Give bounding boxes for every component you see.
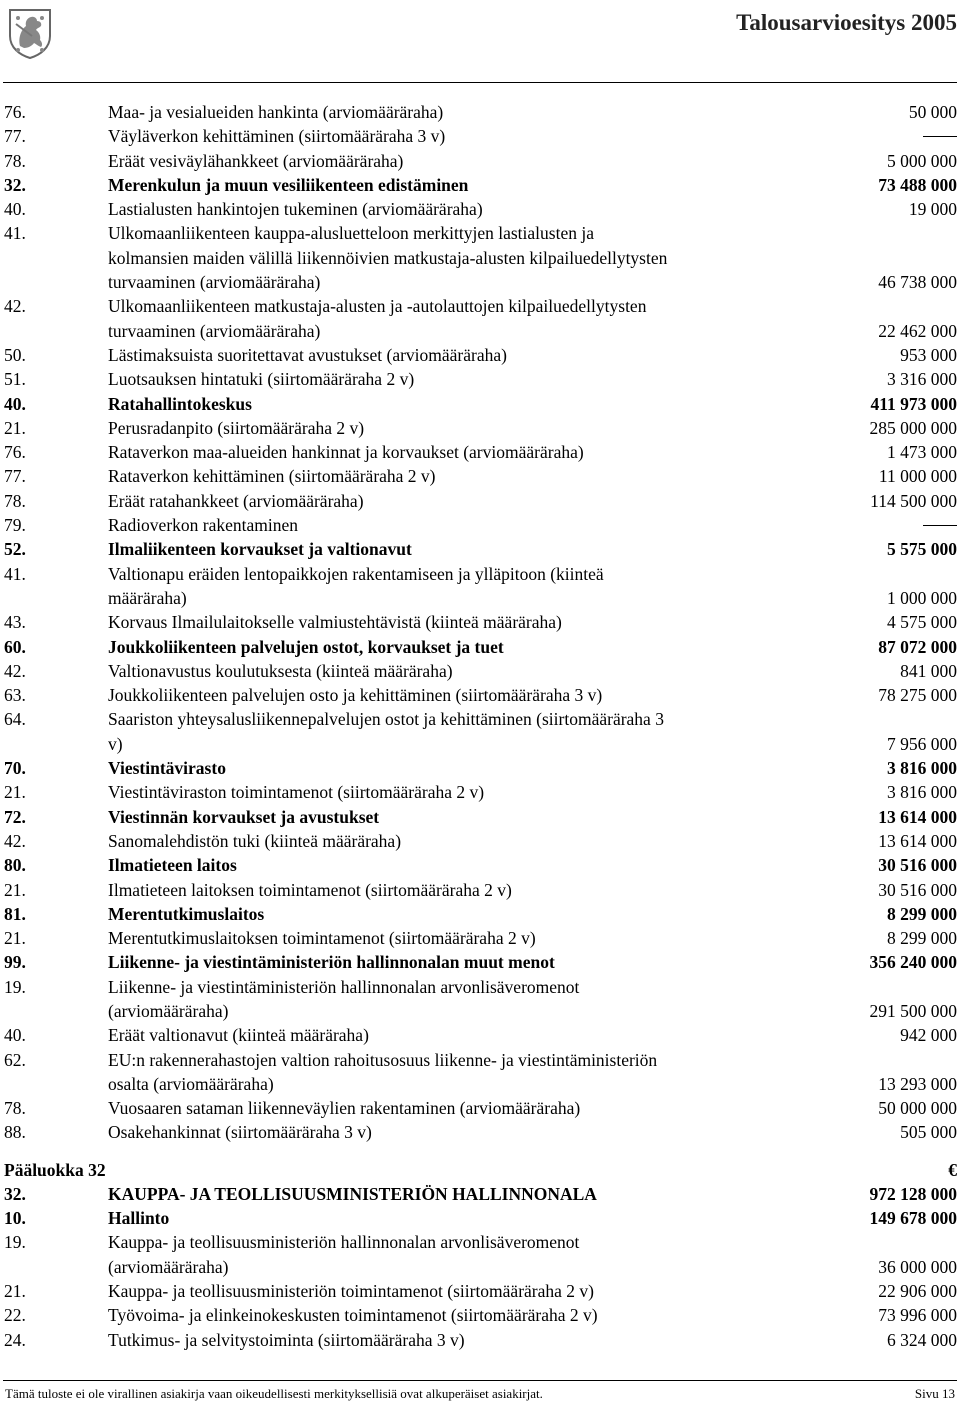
document-title: Talousarvioesitys 2005 — [736, 10, 957, 35]
item-number: 78. — [4, 1098, 26, 1119]
budget-row — [0, 440, 960, 464]
item-amount: 149 678 000 — [869, 1208, 957, 1229]
item-number: 81. — [4, 903, 26, 924]
item-label: Kauppa- ja teollisuusministeriön toimintamenot (siirtomääräraha 2 v) — [108, 1280, 594, 1301]
budget-heading-row — [0, 1182, 960, 1206]
item-amount — [923, 513, 957, 537]
item-label: Luotsauksen hintatuki (siirtomääräraha 2 v) — [108, 369, 415, 390]
header-divider — [3, 82, 957, 83]
item-amount: 3 816 000 — [887, 782, 957, 803]
budget-row — [0, 829, 960, 853]
item-number: 42. — [4, 830, 26, 851]
item-label: Korvaus Ilmailulaitokselle valmiustehtävistä (kiinteä määräraha) — [108, 612, 562, 633]
item-amount: 46 738 000 — [878, 272, 957, 293]
item-amount: 1 000 000 — [887, 587, 957, 608]
item-label: Ulkomaanliikenteen kauppa-alusluetteloon merkittyjen lastialusten ja kolmansien maiden välillä liikennöivien matkustaja-alusten kilpailuedellytysten turvaaminen (arviomääräraha) — [108, 223, 668, 293]
item-label: Eräät vesiväylähankkeet (arviomääräraha) — [108, 150, 404, 171]
item-amount: 30 516 000 — [878, 879, 957, 900]
item-label: Tutkimus- ja selvitystoiminta (siirtomääräraha 3 v) — [108, 1329, 465, 1350]
item-label: Eräät ratahankkeet (arviomääräraha) — [108, 490, 364, 511]
item-label: Ratahallintokeskus — [108, 393, 252, 414]
item-number: 78. — [4, 150, 26, 171]
budget-row — [0, 683, 960, 707]
budget-heading-row — [0, 805, 960, 829]
budget-row — [0, 1023, 960, 1047]
item-label: Osakehankinnat (siirtomääräraha 3 v) — [108, 1122, 372, 1143]
item-amount: 3 316 000 — [887, 369, 957, 390]
item-label: Merenkulun ja muun vesiliikenteen edistäminen — [108, 174, 469, 195]
item-amount: 22 906 000 — [878, 1280, 957, 1301]
budget-row — [0, 124, 960, 148]
budget-heading-row — [0, 392, 960, 416]
item-amount: 13 614 000 — [878, 830, 957, 851]
item-label: Saariston yhteysalusliikennepalvelujen ostot ja kehittäminen (siirtomääräraha 3 v) — [108, 709, 664, 754]
budget-heading-row — [0, 173, 960, 197]
budget-heading-row — [0, 537, 960, 561]
item-amount: 6 324 000 — [887, 1329, 957, 1350]
item-amount: 841 000 — [900, 660, 957, 681]
currency-label: € — [948, 1159, 957, 1180]
budget-row — [0, 975, 960, 1024]
budget-row — [0, 294, 960, 343]
item-label: Perusradanpito (siirtomääräraha 2 v) — [108, 417, 365, 438]
budget-row — [0, 926, 960, 950]
budget-row — [0, 489, 960, 513]
item-number: 19. — [4, 1232, 26, 1253]
item-amount: 8 299 000 — [887, 928, 957, 949]
budget-heading-row — [0, 635, 960, 659]
budget-row — [0, 610, 960, 634]
item-number: 40. — [4, 393, 26, 414]
item-number: 41. — [4, 223, 26, 244]
item-number: 64. — [4, 709, 26, 730]
item-number: 79. — [4, 515, 26, 536]
budget-rows-trade — [0, 1182, 960, 1352]
item-label: Viestinnän korvaukset ja avustukset — [108, 806, 380, 827]
item-number: 60. — [4, 636, 26, 657]
item-label: Maa- ja vesialueiden hankinta (arviomääräraha) — [108, 102, 444, 122]
item-label: Ulkomaanliikenteen matkustaja-alusten ja -autolauttojen kilpailuedellytysten turvaaminen (arviomääräraha) — [108, 296, 647, 341]
budget-row — [0, 780, 960, 804]
item-number: 77. — [4, 126, 26, 147]
item-number: 40. — [4, 199, 26, 220]
item-amount: 73 488 000 — [878, 174, 957, 195]
budget-row — [0, 707, 960, 756]
item-number: 41. — [4, 563, 26, 584]
item-number: 24. — [4, 1329, 26, 1350]
item-number: 21. — [4, 782, 26, 803]
budget-row — [0, 197, 960, 221]
lion-coat-of-arms-icon — [6, 6, 54, 60]
item-amount: 11 000 000 — [878, 466, 957, 487]
item-amount: 5 000 000 — [887, 150, 957, 171]
budget-row — [0, 1048, 960, 1097]
item-number: 88. — [4, 1122, 26, 1143]
item-amount: 356 240 000 — [869, 952, 957, 973]
item-label: EU:n rakennerahastojen valtion rahoitusosuus liikenne- ja viestintäministeriön osalta (arviomääräraha) — [108, 1049, 658, 1094]
item-number: 21. — [4, 417, 26, 438]
item-amount: 30 516 000 — [878, 855, 957, 876]
item-amount: 1 473 000 — [887, 442, 957, 463]
item-number: 21. — [4, 928, 26, 949]
item-amount: 8 299 000 — [887, 903, 957, 924]
item-amount: 411 973 000 — [870, 393, 957, 414]
budget-row — [0, 1303, 960, 1327]
item-amount: 285 000 000 — [869, 417, 957, 438]
item-amount: 36 000 000 — [878, 1256, 957, 1277]
item-label: Joukkoliikenteen palvelujen osto ja kehittäminen (siirtomääräraha 3 v) — [108, 685, 603, 706]
item-number: 52. — [4, 539, 26, 560]
item-number: 63. — [4, 685, 26, 706]
item-label: Ilmaliikenteen korvaukset ja valtionavut — [108, 539, 412, 560]
item-number: 10. — [4, 1208, 26, 1229]
budget-heading-row — [0, 902, 960, 926]
budget-row — [0, 1328, 960, 1352]
item-amount: 972 128 000 — [869, 1183, 957, 1204]
zero-amount-dash — [923, 136, 957, 137]
budget-row — [0, 1279, 960, 1303]
budget-row — [0, 659, 960, 683]
item-label: Lästimaksuista suoritettavat avustukset (arviomääräraha) — [108, 344, 507, 365]
item-number: 32. — [4, 174, 26, 195]
item-amount: 13 293 000 — [878, 1073, 957, 1094]
item-amount: 3 816 000 — [887, 758, 957, 779]
item-number: 51. — [4, 369, 26, 390]
item-label: Viestintävirasto — [108, 758, 226, 779]
item-number: 42. — [4, 660, 26, 681]
item-number: 32. — [4, 1183, 26, 1204]
item-label: Rataverkon maa-alueiden hankinnat ja korvaukset (arviomääräraha) — [108, 442, 584, 463]
item-label: Ilmatieteen laitoksen toimintamenot (siirtomääräraha 2 v) — [108, 879, 512, 900]
budget-row — [0, 367, 960, 391]
item-amount: 291 500 000 — [869, 1000, 957, 1021]
budget-row — [0, 221, 960, 294]
item-number: 80. — [4, 855, 26, 876]
item-label: Radioverkon rakentaminen — [108, 515, 299, 536]
item-number: 77. — [4, 466, 26, 487]
budget-table — [0, 100, 960, 1352]
item-number: 76. — [4, 102, 26, 122]
item-label: Liikenne- ja viestintäministeriön hallinnonalan arvonlisäveromenot (arviomääräraha) — [108, 976, 580, 1021]
item-amount: 505 000 — [900, 1122, 957, 1143]
item-label: Hallinto — [108, 1208, 170, 1229]
item-amount: 78 275 000 — [878, 685, 957, 706]
item-amount: 5 575 000 — [887, 539, 957, 560]
item-number: 76. — [4, 442, 26, 463]
item-amount: 87 072 000 — [878, 636, 957, 657]
budget-heading-row — [0, 756, 960, 780]
item-label: Eräät valtionavut (kiinteä määräraha) — [108, 1025, 369, 1046]
item-label: Liikenne- ja viestintäministeriön hallinnonalan muut menot — [108, 952, 555, 973]
item-label: Viestintäviraston toimintamenot (siirtomääräraha 2 v) — [108, 782, 485, 803]
item-number: 99. — [4, 952, 26, 973]
section-title: Pääluokka 32 — [4, 1159, 106, 1180]
item-label: Merentutkimuslaitoksen toimintamenot (siirtomääräraha 2 v) — [108, 928, 536, 949]
budget-heading-row — [0, 853, 960, 877]
item-label: Sanomalehdistön tuki (kiinteä määräraha) — [108, 830, 402, 851]
budget-rows-transport — [0, 100, 960, 1145]
item-number: 21. — [4, 879, 26, 900]
item-label: Ilmatieteen laitos — [108, 855, 237, 876]
item-number: 21. — [4, 1280, 26, 1301]
item-number: 22. — [4, 1305, 26, 1326]
zero-amount-dash — [923, 525, 957, 526]
budget-row — [0, 149, 960, 173]
item-label: Valtionapu eräiden lentopaikkojen rakentamiseen ja ylläpitoon (kiinteä määräraha) — [108, 563, 604, 608]
budget-row — [0, 464, 960, 488]
item-label: Kauppa- ja teollisuusministeriön hallinnonalan arvonlisäveromenot (arviomääräraha) — [108, 1232, 580, 1277]
item-label: Valtionavustus koulutuksesta (kiinteä määräraha) — [108, 660, 453, 681]
footer-disclaimer: Tämä tuloste ei ole virallinen asiakirja vaan oikeudellisesti merkityksellisiä ovat alkuperäiset asiakirjat. — [5, 1386, 543, 1401]
item-amount: 73 996 000 — [878, 1305, 957, 1326]
item-number: 72. — [4, 806, 26, 827]
item-amount: 4 575 000 — [887, 612, 957, 633]
budget-heading-row — [0, 950, 960, 974]
item-number: 40. — [4, 1025, 26, 1046]
budget-heading-row — [0, 1206, 960, 1230]
item-number: 19. — [4, 976, 26, 997]
item-number: 62. — [4, 1049, 26, 1070]
budget-row — [0, 416, 960, 440]
item-amount: 13 614 000 — [878, 806, 957, 827]
item-label: Merentutkimuslaitos — [108, 903, 265, 924]
footer-divider — [3, 1380, 957, 1381]
budget-row — [0, 343, 960, 367]
budget-row — [0, 513, 960, 537]
budget-row — [0, 1096, 960, 1120]
budget-row — [0, 100, 960, 124]
item-amount: 50 000 000 — [878, 1098, 957, 1119]
item-label: Vuosaaren sataman liikenneväylien rakentaminen (arviomääräraha) — [108, 1098, 581, 1119]
budget-row — [0, 562, 960, 611]
item-amount: 50 000 — [908, 102, 957, 122]
item-number: 43. — [4, 612, 26, 633]
item-number: 70. — [4, 758, 26, 779]
item-label: Lastialusten hankintojen tukeminen (arviomääräraha) — [108, 199, 483, 220]
budget-row — [0, 878, 960, 902]
item-label: KAUPPA- JA TEOLLISUUSMINISTERIÖN HALLINNONALA — [108, 1183, 597, 1204]
page-number: Sivu 13 — [914, 1386, 955, 1401]
item-amount: 19 000 — [908, 199, 957, 220]
item-amount — [923, 124, 957, 148]
budget-row — [0, 1120, 960, 1144]
item-label: Väyläverkon kehittäminen (siirtomääräraha 3 v) — [108, 126, 446, 147]
item-amount: 942 000 — [900, 1025, 957, 1046]
item-number: 50. — [4, 344, 26, 365]
item-number: 78. — [4, 490, 26, 511]
item-amount: 7 956 000 — [887, 733, 957, 754]
budget-row — [0, 1230, 960, 1279]
page-header — [0, 0, 960, 92]
item-amount: 953 000 — [900, 344, 957, 365]
item-amount: 22 462 000 — [878, 320, 957, 341]
item-number: 42. — [4, 296, 26, 317]
item-label: Työvoima- ja elinkeinokeskusten toimintamenot (siirtomääräraha 2 v) — [108, 1305, 598, 1326]
section-header — [0, 1155, 960, 1182]
item-label: Joukkoliikenteen palvelujen ostot, korvaukset ja tuet — [108, 636, 504, 657]
item-amount: 114 500 000 — [870, 490, 957, 511]
item-label: Rataverkon kehittäminen (siirtomääräraha 2 v) — [108, 466, 436, 487]
